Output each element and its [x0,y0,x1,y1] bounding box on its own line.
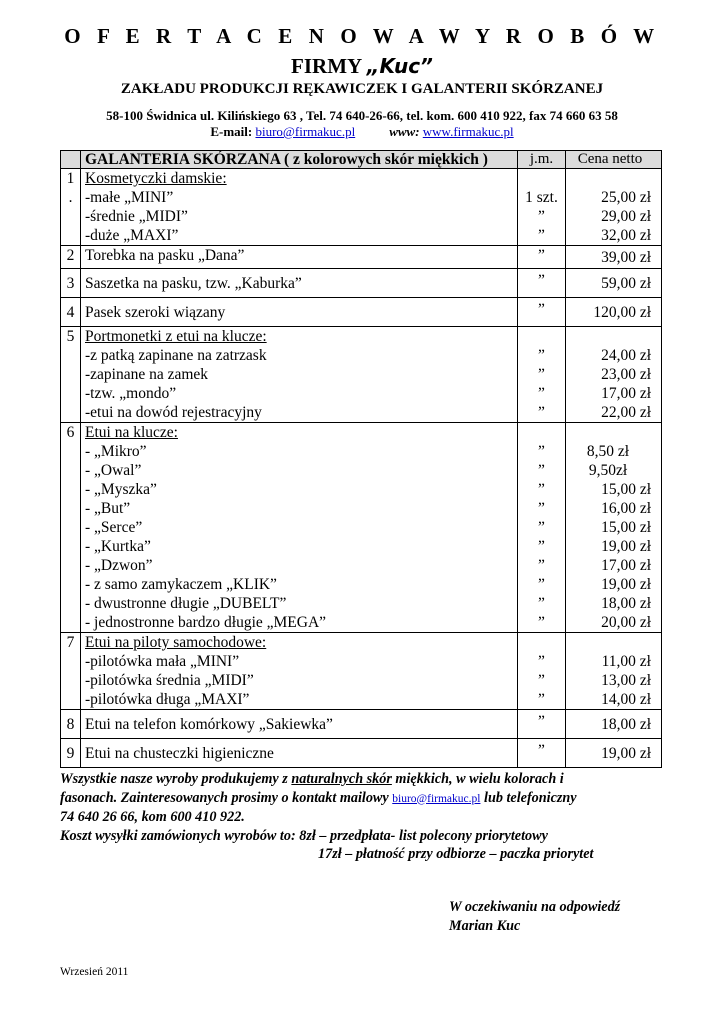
table-row [61,327,662,423]
row-number: 5 [61,327,81,423]
row-description [81,423,518,633]
footer-line: Wszystkie nasze wyroby produkujemy z naturalnych skór miękkich, w wielu kolorach i [60,771,564,787]
row-price [566,423,662,633]
table-row [61,169,662,246]
item-name: Pasek szeroki wiązany [81,298,518,327]
item-unit: ” [538,614,545,631]
row-number: 4 [61,298,81,327]
table-row [61,269,662,298]
item-name: - „Dzwon” [85,557,153,574]
item-price: 13,00 zł [601,672,651,689]
group-title: Etui na piloty samochodowe: [85,634,267,651]
row-description [81,633,518,710]
header-unit: j.m. [518,151,566,169]
item-name: -etui na dowód rejestracyjny [85,404,262,421]
row-number: 2 [61,246,81,269]
item-price: 120,00 zł [566,298,662,327]
item-unit: ” [518,298,566,327]
item-name: - „Kurtka” [85,538,151,555]
item-unit: ” [538,481,545,498]
item-price: 22,00 zł [601,404,651,421]
firm-heading [0,54,724,79]
item-price: 9,50zł [588,462,628,479]
item-price: 59,00 zł [566,269,662,298]
item-unit: ” [538,500,545,517]
footer-line: fasonach. Zainteresowanych prosimy o kontakt mailowy biuro@firmakuc.pl lub telefoniczny [60,789,577,806]
item-unit: ” [538,385,545,402]
item-unit: ” [538,557,545,574]
item-name: -duże „MAXI” [85,227,179,244]
header-description: GALANTERIA SKÓRZANA ( z kolorowych skór miękkich ) [81,151,518,169]
item-price: 19,00 zł [601,538,651,555]
table-row [61,633,662,710]
footer-line: 74 640 26 66, kom 600 410 922. [60,809,245,826]
footer-email-link[interactable]: biuro@firmakuc.pl [392,792,481,805]
item-name: Etui na chusteczki higieniczne [81,739,518,768]
item-price: 19,00 zł [566,739,662,768]
www-link[interactable]: www.firmakuc.pl [422,124,514,139]
group-title: Portmonetki z etui na klucze: [85,328,267,345]
header-price: Cena netto [566,151,662,169]
row-unit [518,423,566,633]
document-title: O F E R T A C E N O W A W Y R O B Ó W [64,24,660,48]
email-link[interactable]: biuro@firmakuc.pl [255,124,356,139]
item-name: Torebka na pasku „Dana” [81,246,518,269]
item-price: 20,00 zł [601,614,651,631]
item-price: 17,00 zł [601,557,651,574]
item-unit: ” [538,576,545,593]
row-unit [518,633,566,710]
row-description [81,327,518,423]
header-nr-cell [61,151,81,169]
row-unit [518,169,566,246]
item-price: 32,00 zł [601,227,651,244]
table-row [61,739,662,768]
row-price [566,169,662,246]
item-price: 15,00 zł [601,481,651,498]
item-unit: ” [538,595,545,612]
footer-note [60,770,680,864]
item-price: 19,00 zł [601,576,651,593]
item-unit: ” [538,691,545,708]
table-row [61,298,662,327]
item-price: 18,00 zł [601,595,651,612]
item-price: 16,00 zł [601,500,651,517]
item-name: - dwustronne długie „DUBELT” [85,595,287,612]
item-unit: 1 szt. [525,189,558,206]
row-number: 3 [61,269,81,298]
table-header-row [61,151,662,169]
item-price: 23,00 zł [601,366,651,383]
item-name: -pilotówka mała „MINI” [85,653,240,670]
item-unit: ” [538,462,545,479]
table-row [61,246,662,269]
www-label: www: [389,124,420,139]
row-price [566,327,662,423]
email-label: E-mail: [210,124,253,139]
document-date: Wrzesień 2011 [60,966,129,978]
group-title: Etui na klucze: [85,424,178,441]
row-description [81,169,518,246]
item-name: -pilotówka średnia „MIDI” [85,672,254,689]
row-number: 1 . [61,169,81,246]
item-unit: ” [518,710,566,739]
item-price: 25,00 zł [601,189,651,206]
group-title: Kosmetyczki damskie: [85,170,227,187]
item-unit: ” [518,739,566,768]
item-name: Saszetka na pasku, tzw. „Kaburka” [81,269,518,298]
item-name: - „Myszka” [85,481,157,498]
item-price: 24,00 zł [601,347,651,364]
document-subtitle: ZAKŁADU PRODUKCJI RĘKAWICZEK I GALANTERII SKÓRZANEJ [120,81,604,97]
item-unit: ” [538,443,545,460]
item-name: -pilotówka długa „MAXI” [85,691,250,708]
contact-line [0,124,724,140]
item-price: 17,00 zł [601,385,651,402]
firm-name: „Kuc” [366,54,433,78]
item-name: Etui na telefon komórkowy „Sakiewka” [81,710,518,739]
item-unit: ” [518,269,566,298]
address-line: 58-100 Świdnica ul. Kilińskiego 63 , Tel. 74 640-26-66, tel. kom. 600 410 922, fax 74 660 63 58 [106,108,618,123]
table-row [61,423,662,633]
item-name: -z patką zapinane na zatrzask [85,347,267,364]
item-price: 8,50 zł [586,443,630,460]
item-name: - „Owal” [85,462,142,479]
item-name: - „Mikro” [85,443,147,460]
item-unit: ” [538,347,545,364]
item-unit: ” [538,519,545,536]
item-name: -małe „MINI” [85,189,174,206]
price-table [60,150,662,768]
item-price: 11,00 zł [601,653,651,670]
row-number: 7 [61,633,81,710]
row-price [566,633,662,710]
signature-name: Marian Kuc [449,918,521,934]
item-name: -zapinane na zamek [85,366,209,383]
item-unit: ” [538,538,545,555]
item-unit: ” [538,653,545,670]
item-price: 18,00 zł [566,710,662,739]
item-price: 29,00 zł [601,208,651,225]
item-name: - z samo zamykaczem „KLIK” [85,576,277,593]
firm-prefix: FIRMY [291,54,362,78]
item-unit: ” [518,246,566,269]
item-name: - „Serce” [85,519,143,536]
item-unit: ” [538,672,545,689]
footer-line: 17zł – płatność przy odbiorze – paczka priorytet [318,846,594,863]
signature-line: W oczekiwaniu na odpowiedź [449,899,621,915]
row-number: 8 [61,710,81,739]
item-price: 39,00 zł [566,246,662,269]
item-unit: ” [538,404,545,421]
item-price: 14,00 zł [601,691,651,708]
item-unit: ” [538,208,545,225]
item-unit: ” [538,227,545,244]
signature [449,898,620,936]
item-unit: ” [538,366,545,383]
table-row [61,710,662,739]
item-name: - „But” [85,500,131,517]
row-number: 6 [61,423,81,633]
footer-line: Koszt wysyłki zamówionych wyrobów to: 8zł – przedpłata- list polecony priorytetowy [60,827,548,844]
item-name: - jednostronne bardzo długie „MEGA” [85,614,327,631]
row-number: 9 [61,739,81,768]
item-price: 15,00 zł [601,519,651,536]
row-unit [518,327,566,423]
item-name: -tzw. „mondo” [85,385,177,402]
item-name: -średnie „MIDI” [85,208,188,225]
